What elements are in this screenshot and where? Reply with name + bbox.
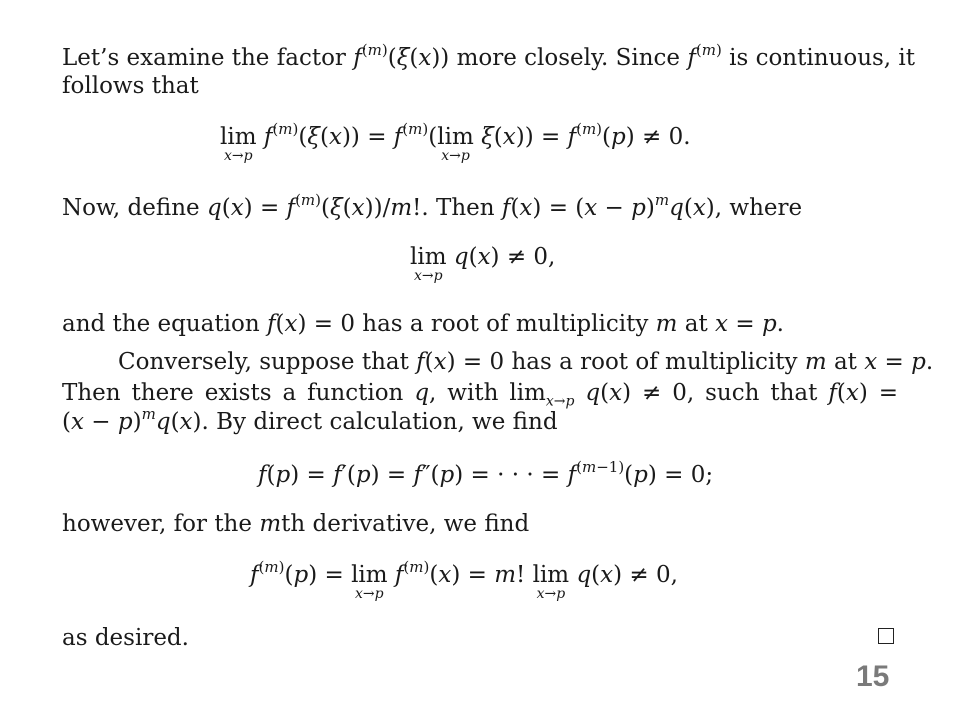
text-segment: has a root of multiplicity (511, 349, 798, 375)
para1-line2 (62, 72, 199, 100)
math-inline: $q(x) = f^{(m)}(\xi(x))/m$!. (206, 191, 429, 221)
equation-mth-derivative: $f^{(m)}(p) = \lim$ x→p $f^{(m)}(x) = m$! lim x→p q(x) ≠ 0, (250, 558, 678, 602)
math-inline: m (655, 311, 678, 337)
lim-subscript: x→p (223, 148, 253, 164)
math-inline: $f^{(m)}(\xi(x))$ (353, 41, 450, 71)
text-segment: however, for the (62, 511, 252, 537)
equation-limit-q: lim x→p q(x) ≠ 0, (410, 244, 556, 284)
text-segment: such that (705, 380, 818, 406)
qed-square-icon (878, 628, 894, 644)
text-segment: Let’s examine the factor (62, 45, 346, 71)
text-segment: as desired. (62, 625, 189, 651)
lim-subscript: x→p (441, 148, 470, 164)
text-segment: By direct calculation, we find (216, 409, 558, 435)
lim-subscript: x→p (355, 586, 384, 602)
para6-line1 (62, 624, 189, 652)
page-number: 15 (856, 660, 890, 693)
text-segment: Then there exists a function (62, 380, 404, 406)
lim-operator: lim x→p (532, 562, 570, 602)
math-inline: f(x) = 0 (416, 349, 505, 375)
math-inline: $(x - p)^mq(x)$. (62, 405, 209, 435)
para1-line1 (62, 41, 916, 72)
math-inline: m (804, 349, 827, 375)
para5-line1 (62, 510, 529, 538)
math-inline: f(x) = (828, 380, 898, 406)
text-segment: with (447, 380, 499, 406)
lim-operator: lim x→p (437, 124, 474, 164)
math-inline: $f^{(m)}$ (687, 41, 722, 71)
lim-operator: lim x→p (410, 244, 447, 284)
math-inline: f(x) = 0 (266, 311, 355, 337)
lim-subscript: x→p (413, 268, 443, 284)
lim-subscript: x→p (536, 586, 566, 602)
equation-limit-continuity: lim x→p $f^{(m)}(\xi(x)) = f^{(m)}(\lim$ x→p $\xi(x)) = f^{(m)}(p) \ne 0$. (220, 120, 691, 164)
equation-derivatives-zero: f(p) = f′(p) = f″(p) = · · · = $f^{(m-1)}(p) = 0$; (258, 458, 714, 488)
lim-operator: lim x→p (351, 562, 388, 602)
math-inline: $\lim_{x\to p} q(x) \ne 0$, (509, 380, 695, 410)
text-segment: at (833, 349, 857, 375)
para4-line3 (62, 405, 558, 436)
text-segment: at (684, 311, 708, 337)
para4-line1 (118, 348, 933, 376)
math-inline: q, (414, 380, 437, 406)
text-segment: where (729, 195, 803, 221)
text-segment: is continuous, it (729, 45, 916, 71)
text-segment: Now, define (62, 195, 200, 221)
text-segment: Then (436, 195, 495, 221)
lim-operator: lim x→p (220, 124, 257, 164)
text-segment: and the equation (62, 311, 260, 337)
math-inline: $f(x) = (x - p)^mq(x)$, (501, 191, 723, 221)
para2-line1 (62, 191, 803, 222)
text-segment: has a root of multiplicity (362, 311, 649, 337)
math-inline: x = p. (864, 349, 934, 375)
text-segment: follows that (62, 73, 199, 99)
math-inline: x = p. (715, 311, 784, 337)
para3-line1 (62, 310, 784, 338)
text-segment: th derivative, we find (281, 511, 530, 537)
math-inline: m (259, 511, 282, 537)
text-segment: more closely. Since (456, 45, 681, 71)
text-segment: Conversely, suppose that (118, 349, 409, 375)
